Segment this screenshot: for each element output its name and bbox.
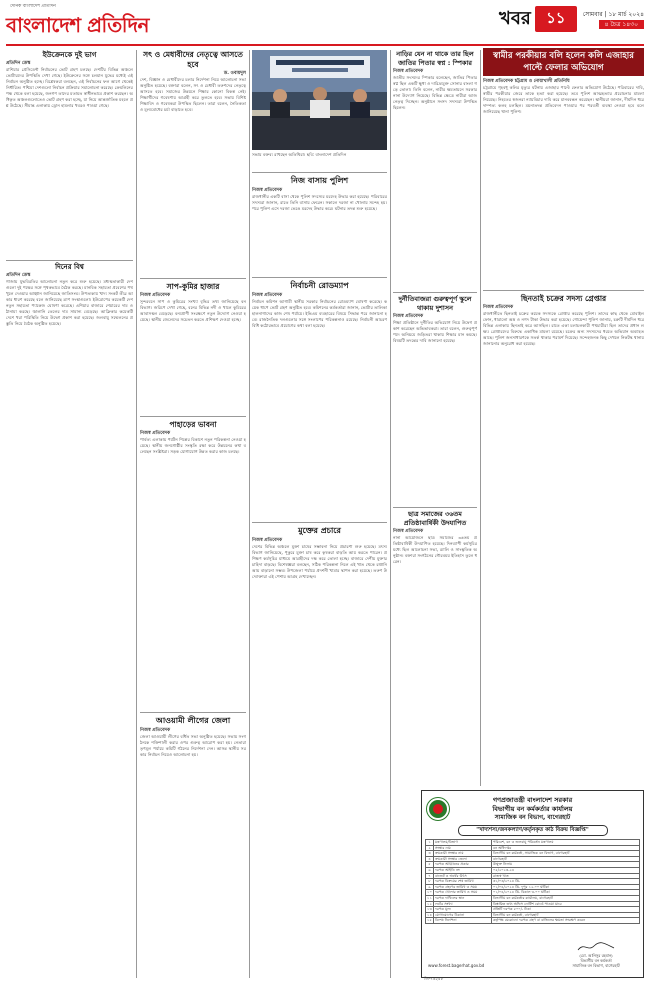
article-e1-byline: নিজস্ব প্রতিবেদক চট্টগ্রাম ও নোয়াখালী প্রতিনিধি [483, 79, 570, 84]
ad-row-label: ক্রয়কারী সংস্থার জেলা [434, 856, 492, 862]
article-d1-byline: নিজস্ব প্রতিবেদক [393, 69, 424, 74]
ad-row-number: ২ [426, 845, 434, 851]
article-c3-byline: নিজস্ব প্রতিবেদক [252, 538, 283, 543]
photo-caption [252, 152, 387, 170]
article-d3-title: ছাত্র সমাজের ৩৬তম প্রতিষ্ঠাবার্ষিকী উদযাপিত [403, 510, 467, 527]
ad-row-number: ১৫ [427, 918, 432, 923]
ad-row-label: সংস্থার নাম [434, 845, 492, 851]
article-d3[interactable] [393, 510, 477, 786]
divider [140, 278, 246, 279]
article-b2-title: সাপ-কুমির হাজার [166, 282, 220, 291]
ad-row-label: লটের সংখ্যা [434, 901, 492, 907]
column-divider [249, 50, 250, 978]
column-divider [480, 50, 481, 786]
ad-row-label: দরপত্র আইডি নং [434, 867, 492, 873]
ad-row-number: ৪ [426, 856, 434, 862]
article-d2-byline: নিজস্ব প্রতিবেদক [393, 314, 424, 319]
ad-row-label: বিশেষ নির্দেশনা [434, 918, 492, 924]
article-d2-title: দুর্নীতিবাজরা গুরুত্বপূর্ণ স্কুলে থাকায় দুশাসন [398, 295, 472, 312]
article-d3-byline: নিজস্ব প্রতিবেদক [393, 529, 424, 534]
divider [393, 507, 477, 508]
article-a1-title: ইউক্রেনকে দুই ভাগ [42, 51, 97, 59]
ad-code: জি-৭৩২৫৮ [424, 976, 444, 981]
column-divider [390, 50, 391, 978]
article-b1[interactable] [140, 50, 246, 275]
ad-row-value: প্রতিটি দরপত্র ৫০০/- টাকা [492, 907, 640, 913]
ad-row-label: দরপত্র মূল্য [434, 907, 492, 913]
ad-row-number: ৯ [426, 884, 434, 890]
ad-signatory-title: বিভাগীয় বন কর্মকর্তা [580, 958, 612, 963]
ad-row-label: বাজেট ও অর্থের উৎস [434, 873, 492, 879]
article-b3-title: পাহাড়ের ভাবনা [169, 420, 217, 429]
ad-row-value: রাজস্ব খাত [492, 873, 640, 879]
ad-row-value: বিভাগীয় বন কর্মকর্তা, বাগেরহাট [492, 912, 640, 918]
ad-row-number: ১১ [427, 895, 432, 900]
ad-row-value: ৩১/০৩/২০২৪ খ্রি. [492, 879, 640, 885]
ad-row-number: ৩ [426, 851, 434, 857]
ad-row-label: দরপত্র আহ্বানের প্রকার [434, 862, 492, 868]
section-name: খবর [499, 7, 531, 29]
article-e1-body: চট্টগ্রামে গৃহবধূ কলির মৃত্যুর ঘটনায় এজাহার পাল্টে ফেলার অভিযোগ উঠেছে। পরিবারের দাবি, স্বামীর পরকীয়ার জেরে তাকে হত্যা করা হয়েছে। তবে পুলিশ আত্মহত্যার প্ররোচনার মামলা নিয়েছে। নিহতের স্বজনরা ন্যায়বিচার দাবি করে মানববন্ধন করেছেন। স্থানীয়রা জানান, দীর্ঘদিন ধরে দাম্পত্য কলহ চলছিল। ময়নাতদন্ত প্রতিবেদন পাওয়ার পর পরবর্তী ব্যবস্থা নেওয়া হবে বলে জানিয়েছে থানা পুলিশ। [483, 85, 644, 114]
news-photo[interactable] [252, 50, 387, 150]
signature-icon [576, 941, 616, 953]
ad-row-number: ১৪ [427, 912, 432, 917]
ad-line-1: গণপ্রজাতন্ত্রী বাংলাদেশ সরকার [492, 796, 573, 804]
logo-name: বাংলাদেশ প্রতিদিন [6, 13, 149, 37]
article-c1-body: রাজধানীর একটি বাসা থেকে পুলিশ সদস্যের মরদেহ উদ্ধার করা হয়েছে। পরিবারের সদস্যরা জানান, রাতে তিনি বাসায় ফেরেন। সকালে দরজা না খোলায় সন্দেহ হয়। পরে পুলিশ এসে দরজা ভেঙে মরদেহ উদ্ধার করে। ঘটনার তদন্ত শুরু হয়েছে। [252, 194, 387, 211]
section-header [499, 4, 644, 34]
ad-row-value: ০১/০৪/২০২৪ খ্রি. দুপুর ১২.০০ ঘটিকা [492, 884, 640, 890]
page-number-badge: ১১ [535, 6, 577, 32]
article-a2-byline: প্রতিদিন ডেস্ক [6, 273, 31, 278]
ad-row-value: পরিবেশ, বন ও জলবায়ু পরিবর্তন মন্ত্রণালয় [492, 840, 640, 846]
ad-website-link[interactable]: www.forest.bagerhat.gov.bd [428, 963, 485, 968]
ad-row-number: ১৩ [427, 907, 432, 912]
ad-row-number: ৭ [426, 873, 434, 879]
ad-row-label: মন্ত্রণালয়/বিভাগ [434, 840, 492, 846]
article-c1-byline: নিজস্ব প্রতিবেদক [252, 188, 283, 193]
article-e2-body: রাজধানীতে ছিনতাই চক্রের কয়েক সদস্যকে গ্রেপ্তার করেছে পুলিশ। তাদের কাছ থেকে মোবাইল ফোন, ধারালো অস্ত্র ও নগদ টাকা উদ্ধার করা হয়েছে। গোয়েন্দা পুলিশ জানায়, চক্রটি দীর্ঘদিন ধরে বিভিন্ন এলাকায় ছিনতাই করে আসছিল। রাতে একা চলাচলকারী পথচারীরা ছিল তাদের প্রধান লক্ষ্য। গ্রেপ্তারদের বিরুদ্ধে একাধিক মামলা রয়েছে। চক্রের অন্য সদস্যদের ধরতে অভিযান অব্যাহত আছে। পুলিশ জনসাধারণকে সতর্ক থাকার পরামর্শ দিয়েছে। সন্দেহজনক কিছু দেখলে নিকটস্থ থানায় জানানোর অনুরোধ করা হয়েছে। [483, 311, 644, 346]
ad-row-label: দরপত্র গ্রহণের তারিখ ও সময় [434, 884, 492, 890]
ad-row-number: ৫ [426, 862, 434, 868]
article-b4-byline: নিজস্ব প্রতিবেদক [140, 728, 171, 733]
article-a2[interactable] [6, 262, 133, 974]
article-d2[interactable] [393, 295, 477, 505]
ad-row-value: ০৫/২০২৩-২৪ [492, 867, 640, 873]
divider [140, 416, 246, 417]
article-b1-byline: ড. ওবায়দুল [223, 71, 246, 76]
article-b3-body: পার্বত্য এলাকায় পর্যটন শিল্পের বিকাশে নতুন পরিকল্পনা নেওয়া হয়েছে। স্থানীয় জনগোষ্ঠীর সংস্কৃতি রক্ষা করে উন্নয়নের কথা বলেছেন সংশ্লিষ্টরা। সড়ক যোগাযোগ উন্নত করার কাজ চলছে। [140, 437, 246, 454]
divider [6, 260, 133, 261]
logo-tagline: দৈনিক বাংলাদেশ প্রতিদিন [10, 4, 56, 9]
ad-table-row [426, 918, 640, 924]
issue-date: সোমবার | ১৮ মার্চ ২০২৪ [582, 10, 644, 18]
article-d1-title: নাড়ির যেন না থাকে তার ছিল জাতির পিতার স্বপ্ন : স্পিকার [396, 50, 474, 67]
ad-row-value: বিস্তারিত তথ্য অফিস নোটিশ বোর্ডে পাওয়া যাবে [492, 901, 640, 907]
article-d3-body: নানা আয়োজনে ছাত্র সমাজের ৩৬তম প্রতিষ্ঠাবার্ষিকী উদযাপিত হয়েছে। দিনব্যাপী কর্মসূচির মধ্যে ছিল আলোচনা সভা, র‍্যালি ও সাংস্কৃতিক অনুষ্ঠান। বক্তারা সংগঠনের গৌরবময় ইতিহাস তুলে ধরেন। [393, 535, 477, 564]
article-d1[interactable] [393, 50, 477, 290]
article-c1-title: নিজ বাসায় পুলিশ [290, 176, 349, 185]
article-b3[interactable] [140, 419, 246, 709]
divider [252, 277, 387, 278]
issue-date-bangla: ৪ চৈত্র ১৪৩০ [599, 20, 644, 29]
bangladesh-government-seal-icon [426, 797, 450, 821]
article-c3[interactable] [252, 525, 387, 978]
ad-row-number: ১০ [427, 890, 432, 895]
article-b4-title: আওয়ামী লীগের জেলা [155, 716, 231, 725]
divider [393, 292, 477, 293]
article-d2-body: শিক্ষা প্রতিষ্ঠানে দুর্নীতির অভিযোগ নিয়ে উদ্বেগ প্রকাশ করেছেন অভিভাবকরা। তারা বলেন, গুরুত্বপূর্ণ পদে অনিয়মে জড়িতরা থাকায় শিক্ষার মান কমছে। বিষয়টি তদন্তের দাবি জানানো হয়েছে। [393, 320, 477, 343]
ad-line-2: বিভাগীয় বন কর্মকর্তার কার্যালয় [492, 805, 573, 813]
article-b2-byline: নিজস্ব প্রতিবেদক [140, 293, 171, 298]
ad-row-value: কর্তৃপক্ষ যেকোনো দরপত্র গ্রহণ বা বাতিলের ক্ষমতা সংরক্ষণ করেন [492, 918, 640, 924]
article-e2-title: ছিনতাই চক্রের সদস্য গ্রেপ্তার [520, 294, 607, 303]
ad-row-value: ০১/০৪/২০২৪ খ্রি. বিকাল ৩.০০ ঘটিকা [492, 890, 640, 896]
photo-town-hall-meeting [252, 50, 387, 150]
photo-caption-text: সভায় বক্তব্য রাখছেন অতিথিরা। ছবি: বাংলাদেশ প্রতিদিন [252, 152, 347, 157]
article-e2[interactable] [483, 293, 644, 786]
article-c2-body: নির্বাচন কমিশন আগামী স্থানীয় সরকার নির্বাচনের রোডম্যাপ ঘোষণা করেছে। কয়েক ধাপে ভোট গ্রহণ অনুষ্ঠিত হবে। কমিশনের কর্মকর্তারা জানান, ভোটার তালিকা হালনাগাদের কাজ শেষ পর্যায়ে। ইভিএম ব্যবহারের বিষয়ে সিদ্ধান্ত পরে জানানো হবে। রাজনৈতিক দলগুলোর সঙ্গে সংলাপের পরিকল্পনাও রয়েছে। নির্বাচনী আচরণবিধি কঠোরভাবে প্রয়োগের কথা বলা হয়েছে। [252, 299, 387, 328]
article-a2-body: গাজায় যুদ্ধবিরতির আলোচনা নতুন করে শুরু হয়েছে। মধ্যস্থতাকারী দেশগুলো দুই পক্ষের সঙ্গে পৃথকভাবে বৈঠক করছে। মানবিক সহায়তা প্রবেশের পথ খুলে দেওয়ার আহ্বান জানিয়েছে জাতিসংঘ। উপত্যকায় খাদ্য সংকট তীব্র আকার ধারণ করেছে বলে জানিয়েছে ত্রাণ সংস্থাগুলো। ইউরোপের কয়েকটি দেশ নতুন সহায়তা প্যাকেজ ঘোষণা করেছে। এশিয়ার বাজারে শেয়ারের দাম ওঠানামা করছে। জ্বালানি তেলের দাম সামান্য বেড়েছে। আফ্রিকার কয়েকটি দেশে খরা পরিস্থিতি নিয়ে উদ্বেগ প্রকাশ করা হয়েছে। জলবায়ু সম্মেলনের প্রস্তুতি নিয়ে বৈঠক অনুষ্ঠিত হয়েছে। [6, 279, 133, 326]
article-b1-title: সৎ ও মেধাবীদের নেতৃত্বে আসতে হবে [143, 50, 243, 69]
article-b2[interactable] [140, 281, 246, 414]
divider [483, 290, 644, 291]
article-c3-title: মুক্তের প্রচারে [298, 526, 341, 535]
article-c2-byline: নিজস্ব প্রতিবেদক [252, 293, 283, 298]
ad-row-number: ৬ [426, 867, 434, 873]
article-a1-body: রাশিয়ার প্রেসিডেন্ট নির্বাচনের ভোট গ্রহণ চলছে। দেশটির বিভিন্ন অঞ্চলে ভোটারদের উপস্থিতি দেখা গেছে। ইউক্রেনের সঙ্গে চলমান যুদ্ধের মধ্যেই এই নির্বাচন অনুষ্ঠিত হচ্ছে। বিশ্লেষকরা বলছেন, এই নির্বাচনের ফল আগে থেকেই নির্ধারিত। পশ্চিমা দেশগুলো নির্বাচন প্রক্রিয়ার সমালোচনা করেছে। ক্রেমলিনের পক্ষ থেকে বলা হয়েছে, জনগণ তাদের মতামত স্বাধীনভাবে প্রকাশ করছেন। অধিকৃত অঞ্চলগুলোতেও ভোট গ্রহণ করা হচ্ছে, যা নিয়ে আন্তর্জাতিক মহলে প্রশ্ন উঠেছে। সীমান্ত এলাকায় ড্রোন হামলার খবরও পাওয়া গেছে। [6, 67, 133, 108]
ad-row-label: দরপত্র খোলার তারিখ ও সময় [434, 890, 492, 896]
divider [252, 172, 387, 173]
ad-row-value: বাগেরহাট [492, 856, 640, 862]
article-b4[interactable] [140, 715, 246, 978]
ad-row-value: বিভাগীয় বন কর্মকর্তা, সামাজিক বন বিভাগ, বাগেরহাট [492, 851, 640, 857]
ad-signatory-office: সামাজিক বন বিভাগ, বাগেরহাট [572, 963, 620, 968]
government-advertisement[interactable] [421, 790, 644, 978]
masthead-rule [6, 44, 644, 46]
ad-row-number: ১ [426, 840, 434, 846]
issue-dates [583, 10, 644, 29]
article-b2-body: সুন্দরবনে সাপ ও কুমিরের সংখ্যা বৃদ্ধির তথ্য জানিয়েছে বন বিভাগ। জরিপে দেখা গেছে, বনের বিভিন্ন নদী ও খালে কুমিরের আবাসস্থল বেড়েছে। বন্যপ্রাণী সংরক্ষণে নতুন উদ্যোগ নেওয়া হয়েছে। স্থানীয় জেলেদের সচেতন করতে প্রশিক্ষণ দেওয়া হচ্ছে। [140, 299, 246, 322]
ad-row-number: ৮ [426, 879, 434, 885]
newspaper-logo[interactable] [6, 4, 156, 40]
article-b1-body: দেশ, বিজ্ঞান ও মেধাবীদের চলার নির্দেশনা নিয়ে আলোচনা সভা অনুষ্ঠিত হয়েছে। বক্তারা বলেন, সৎ ও মেধাবী তরুণদের নেতৃত্বে আসতে হবে। সমাজের উন্নয়নে শিক্ষার কোনো বিকল্প নেই। শিক্ষার্থীদের গবেষণায় আগ্রহী করে তুলতে হবে। সভায় বিশিষ্ট শিক্ষাবিদ ও গবেষকরা উপস্থিত ছিলেন। তারা বলেন, নৈতিকতা ও মূল্যবোধের চর্চা বাড়াতে হবে। [140, 77, 246, 112]
ad-row-value: বিভাগীয় বন কর্মকর্তার কার্যালয়, বাগেরহাট [492, 895, 640, 901]
ad-line-3: সামাজিক বন বিভাগ, বাগেরহাট [494, 814, 571, 821]
article-a1-byline: প্রতিদিন ডেস্ক [6, 61, 31, 66]
article-c2[interactable] [252, 280, 387, 520]
article-a1[interactable] [6, 50, 133, 258]
ad-row-value: বন অধিদপ্তর [492, 845, 640, 851]
article-c2-title: নির্বাচনী রোডম্যাপ [290, 281, 349, 290]
ad-row-label: দরপত্র দাখিলের স্থান [434, 895, 492, 901]
article-b4-body: জেলা আওয়ামী লীগের বর্ধিত সভা অনুষ্ঠিত হয়েছে। সভায় সংগঠনকে শক্তিশালী করার ওপর গুরুত্ব আরোপ করা হয়। নেতারা তৃণমূল পর্যায়ে কমিটি গঠনের নির্দেশনা দেন। আসন্ন স্থানীয় সরকার নির্বাচন নিয়েও আলোচনা হয়। [140, 734, 246, 757]
article-c1[interactable] [252, 175, 387, 275]
ad-row-number: ১২ [427, 901, 432, 906]
ad-row-value: উন্মুক্ত নিলাম [492, 862, 640, 868]
column-divider [136, 50, 137, 978]
article-c3-body: দেশের বিভিন্ন অঞ্চলে মুক্তা চাষের সম্ভাবনা নিয়ে প্রচারণা শুরু হয়েছে। মৎস্য বিভাগ জানিয়েছে, পুকুরে মুক্তা চাষ করে কৃষকরা বাড়তি আয় করতে পারেন। প্রশিক্ষণ কর্মসূচির মাধ্যমে আগ্রহীদের দক্ষ করে তোলা হচ্ছে। বাজারে দেশীয় মুক্তার চাহিদা বাড়ছে। বিশেষজ্ঞরা বলছেন, সঠিক পরিকল্পনা নিলে এই খাত থেকে রপ্তানি আয় বাড়ানো সম্ভব। উপজেলা পর্যায়ে প্রদর্শনী খামার স্থাপন করা হয়েছে। তরুণ উদ্যোক্তারা এই পেশায় আগ্রহ দেখাচ্ছেন। [252, 544, 387, 579]
ad-row-label: যোগাযোগের ঠিকানা [434, 912, 492, 918]
divider [140, 712, 246, 713]
divider [252, 522, 387, 523]
masthead [6, 4, 644, 44]
article-e1-title: স্বামীর পরকীয়ার বলি হলেন কলি এজাহার পাল্টে ফেলার অভিযোগ [483, 48, 644, 76]
ad-signatory-name: (মো. আনিসুর রহমান) [579, 953, 613, 958]
ad-row-label: দরপত্র বিক্রয়ের শেষ তারিখ [434, 879, 492, 885]
article-e1[interactable] [483, 48, 644, 288]
article-a2-title: দিনের বিশ্ব [55, 263, 84, 271]
article-d1-body: জাতীয় সংসদের স্পিকার বলেছেন, জাতির পিতার স্বপ্ন ছিল একটি ক্ষুধা ও দারিদ্র্যমুক্ত সোনার বাংলা গড়ে তোলা। তিনি বলেন, নারীর ক্ষমতায়নে সরকার নানা উদ্যোগ নিয়েছে। বিভিন্ন ক্ষেত্রে নারীরা আজ নেতৃত্ব দিচ্ছেন। অনুষ্ঠানে সংসদ সদস্যরা উপস্থিত ছিলেন। [393, 75, 477, 110]
ad-row-label: ক্রয়কারী সংস্থার নাম [434, 851, 492, 857]
article-e2-byline: নিজস্ব প্রতিবেদক [483, 305, 514, 310]
article-b3-byline: নিজস্ব প্রতিবেদক [140, 431, 171, 436]
ad-notice-title: "খাদ্যশস্য/জনকল্যাণ/কর্তৃনকৃত কাঠ বিক্রয় বিজ্ঞপ্তি" [458, 825, 608, 836]
ad-details-table [425, 839, 640, 924]
ad-signature-block [561, 941, 631, 968]
